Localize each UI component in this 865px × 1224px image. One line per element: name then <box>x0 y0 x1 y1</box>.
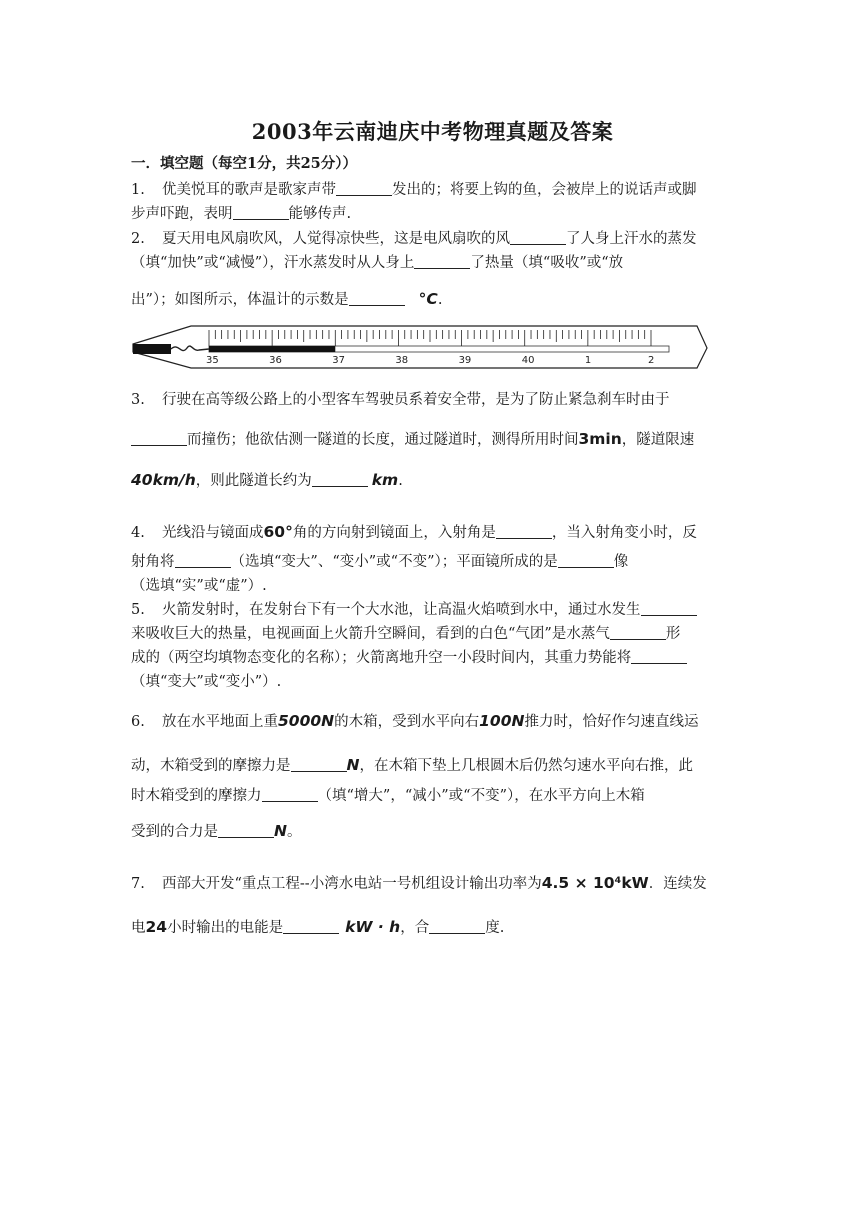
question-number: 1. <box>131 182 145 198</box>
question-2: 2. 夏天用电风扇吹风，人觉得凉快些，这是电风扇吹的风 了人身上汗水的蒸发 <box>131 231 697 247</box>
answer-blank <box>429 932 485 934</box>
question-number: 7. <box>131 876 145 892</box>
angle-value: 60° <box>263 523 293 541</box>
page-title: 2003年云南迪庆中考物理真题及答案 <box>251 119 614 144</box>
question-7: 7. 西部大开发“重点工程--小湾水电站一号机组设计输出功率为4.5 × 10⁴kW．连续发 <box>131 874 707 892</box>
scale-label: 39 <box>458 355 472 366</box>
question-4: 4. 光线沿与镜面成60°角的方向射到镜面上，入射角是 ，当入射角变小时，反 <box>131 523 697 541</box>
answer-blank <box>218 836 274 838</box>
answer-blank <box>131 444 187 446</box>
answer-blank <box>233 218 289 220</box>
weight-value: 5000N <box>278 712 335 730</box>
answer-blank <box>414 267 470 269</box>
scale-label: 38 <box>395 355 409 366</box>
scale-label: 36 <box>269 355 282 366</box>
answer-blank <box>312 485 368 487</box>
power-value: 4.5 × 10⁴kW <box>541 874 649 892</box>
scale-label: 35 <box>206 355 219 366</box>
question-5: 5. 火箭发射时，在发射台下有一个大水池，让高温火焰喷到水中，通过水发生 <box>131 598 731 619</box>
question-5-cont2: 成的（两空均填物态变化的名称）；火箭离地升空一小段时间内，其重力势能将 <box>131 646 731 667</box>
answer-blank <box>349 304 405 306</box>
answer-blank <box>641 614 697 616</box>
answer-blank <box>558 566 614 568</box>
question-4-cont2: （选填“实”或“虚”）. <box>131 578 267 594</box>
answer-blank <box>496 537 552 539</box>
question-5-cont: 来吸收巨大的热量，电视画面上火箭升空瞬间，看到的白色“气团”是水蒸气 形 <box>131 626 681 642</box>
speed-value: 40km/h <box>131 471 196 489</box>
question-number: 5. <box>131 602 145 618</box>
answer-blank <box>291 770 347 772</box>
hours-value: 24 <box>145 918 168 936</box>
question-number: 6. <box>131 714 145 730</box>
question-2-cont: （填“加快”或“减慢”），汗水蒸发时从人身上 了热量（填“吸收”或“放 <box>131 255 624 271</box>
answer-blank <box>262 800 318 802</box>
answer-blank <box>510 243 566 245</box>
question-3-cont2: 40km/h，则此隧道长约为 km. <box>131 471 403 489</box>
answer-blank <box>610 638 666 640</box>
question-1-cont: 步声吓跑，表明 能够传声. <box>131 206 352 222</box>
question-2-cont2: 出”）；如图所示，体温计的示数是 °C. <box>131 290 443 308</box>
question-4-cont: 射角将 （选填“变大”、“变小”或“不变”）；平面镜所成的是 像 <box>131 554 629 570</box>
question-number: 2. <box>131 231 145 247</box>
question-5-cont3: （填“变大”或“变小”）. <box>131 674 282 690</box>
newton-unit: N <box>274 822 287 840</box>
question-3-cont: 而撞伤；他欲估测一隧道的长度，通过隧道时，测得所用时间3min，隧道限速 <box>131 428 731 449</box>
section-heading: 一．填空题（每空1分，共25分）） <box>131 155 358 172</box>
scale-label: 1 <box>584 355 592 366</box>
question-number: 3. <box>131 392 145 408</box>
question-7-cont: 电24小时输出的电能是 kW · h，合 度. <box>131 918 505 936</box>
question-3: 3. 行驶在高等级公路上的小型客车驾驶员系着安全带，是为了防止紧急刹车时由于 <box>131 392 670 408</box>
mercury-column <box>209 346 335 352</box>
scale-label: 40 <box>521 355 535 366</box>
celsius-unit: °C <box>418 290 438 308</box>
force-value: 100N <box>479 712 525 730</box>
km-unit: km <box>371 471 399 489</box>
thermometer-figure <box>131 322 721 372</box>
scale-label: 2 <box>648 355 655 366</box>
question-number: 4. <box>131 525 145 541</box>
answer-blank <box>631 662 687 664</box>
question-6-cont2: 时木箱受到的摩擦力 （填“增大”，“减小”或“不变”），在水平方向上木箱 <box>131 788 645 804</box>
newton-unit: N <box>346 756 360 774</box>
answer-blank <box>336 194 392 196</box>
kwh-unit: kW · h <box>345 918 401 936</box>
question-1: 1. 优美悦耳的歌声是歌家声带 发出的；将要上钩的鱼，会被岸上的说话声或脚 <box>131 182 697 198</box>
time-value: 3min <box>578 430 622 448</box>
answer-blank <box>283 932 339 934</box>
question-6-cont: 动，木箱受到的摩擦力是 N，在木箱下垫上几根圆木后仍然匀速水平向右推，此 <box>131 756 693 774</box>
question-6-cont3: 受到的合力是 N。 <box>131 822 302 840</box>
scale-label: 37 <box>332 355 346 366</box>
answer-blank <box>175 566 231 568</box>
question-6: 6. 放在水平地面上重5000N的木箱，受到水平向右100N推力时，恰好作匀速直线运 <box>131 712 699 730</box>
